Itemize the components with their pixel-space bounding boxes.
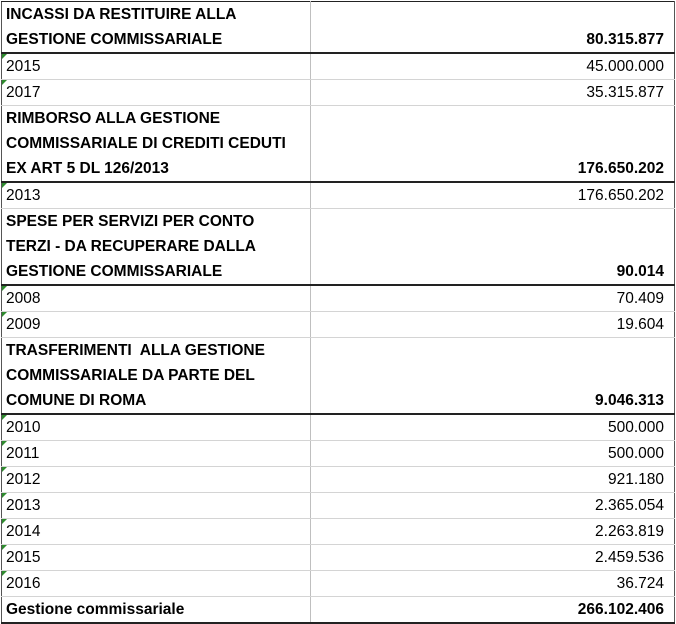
year-cell[interactable] bbox=[2, 312, 311, 338]
year-label: 2009 bbox=[6, 316, 41, 333]
section-total-cell[interactable]: 9.046.313 bbox=[311, 338, 675, 415]
section-title-cell[interactable] bbox=[2, 2, 311, 54]
amount-cell[interactable]: 2.263.819 bbox=[311, 519, 675, 545]
table-row[interactable] bbox=[2, 441, 675, 467]
section-header-row[interactable] bbox=[2, 209, 675, 286]
year-cell[interactable] bbox=[2, 441, 311, 467]
cell-indicator-icon bbox=[2, 312, 7, 317]
amount-cell[interactable]: 70.409 bbox=[311, 285, 675, 312]
table-row[interactable] bbox=[2, 493, 675, 519]
year-label: 2016 bbox=[6, 575, 41, 592]
section-total-cell[interactable]: 90.014 bbox=[311, 209, 675, 286]
year-label: 2012 bbox=[6, 471, 41, 488]
table-row[interactable] bbox=[2, 285, 675, 312]
section-title-cell[interactable] bbox=[2, 338, 311, 415]
grand-total-row[interactable] bbox=[2, 597, 675, 624]
year-cell[interactable] bbox=[2, 414, 311, 441]
year-label: 2011 bbox=[6, 445, 40, 462]
amount-cell[interactable]: 2.365.054 bbox=[311, 493, 675, 519]
amount-cell[interactable]: 921.180 bbox=[311, 467, 675, 493]
year-label: 2013 bbox=[6, 187, 41, 204]
section-title-cell[interactable] bbox=[2, 106, 311, 183]
table-row[interactable] bbox=[2, 519, 675, 545]
table-row[interactable] bbox=[2, 182, 675, 209]
cell-indicator-icon bbox=[2, 183, 7, 188]
cell-indicator-icon bbox=[2, 467, 7, 472]
section-total-cell[interactable]: 80.315.877 bbox=[311, 2, 675, 54]
table-row[interactable] bbox=[2, 467, 675, 493]
section-header-row[interactable] bbox=[2, 106, 675, 183]
section-title: SPESE PER SERVIZI PER CONTO TERZI - DA RECUPERARE DALLA GESTIONE COMMISSARIALE bbox=[6, 213, 256, 280]
amount-cell[interactable]: 500.000 bbox=[311, 441, 675, 467]
amount-cell[interactable]: 36.724 bbox=[311, 571, 675, 597]
year-cell[interactable] bbox=[2, 519, 311, 545]
year-label: 2014 bbox=[6, 523, 41, 540]
year-label: 2008 bbox=[6, 290, 41, 307]
section-header-row[interactable] bbox=[2, 2, 675, 54]
section-header-row[interactable] bbox=[2, 338, 675, 415]
amount-cell[interactable]: 19.604 bbox=[311, 312, 675, 338]
year-label: 2015 bbox=[6, 549, 41, 566]
table-row[interactable] bbox=[2, 53, 675, 80]
grand-total-value[interactable]: 266.102.406 bbox=[311, 597, 675, 624]
section-title: TRASFERIMENTI ALLA GESTIONE COMMISSARIALE DA PARTE DEL COMUNE DI ROMA bbox=[6, 342, 270, 409]
year-label: 2010 bbox=[6, 419, 41, 436]
section-total-cell[interactable]: 176.650.202 bbox=[311, 106, 675, 183]
year-label: 2013 bbox=[6, 497, 41, 514]
year-cell[interactable] bbox=[2, 467, 311, 493]
grand-total-label[interactable]: Gestione commissariale bbox=[2, 597, 311, 624]
cell-indicator-icon bbox=[2, 441, 7, 446]
year-label: 2015 bbox=[6, 58, 41, 75]
amount-cell[interactable]: 176.650.202 bbox=[311, 182, 675, 209]
cell-indicator-icon bbox=[2, 54, 7, 59]
year-cell[interactable] bbox=[2, 545, 311, 571]
cell-indicator-icon bbox=[2, 545, 7, 550]
year-label: 2017 bbox=[6, 84, 41, 101]
year-cell[interactable] bbox=[2, 493, 311, 519]
amount-cell[interactable]: 45.000.000 bbox=[311, 53, 675, 80]
table-row[interactable] bbox=[2, 414, 675, 441]
table-row[interactable] bbox=[2, 312, 675, 338]
table-row[interactable] bbox=[2, 571, 675, 597]
table-row[interactable] bbox=[2, 545, 675, 571]
year-cell[interactable] bbox=[2, 285, 311, 312]
data-table bbox=[1, 1, 675, 624]
section-title: RIMBORSO ALLA GESTIONE COMMISSARIALE DI CREDITI CEDUTI EX ART 5 DL 126/2013 bbox=[6, 110, 286, 177]
year-cell[interactable] bbox=[2, 53, 311, 80]
cell-indicator-icon bbox=[2, 493, 7, 498]
section-title: INCASSI DA RESTITUIRE ALLA GESTIONE COMMISSARIALE bbox=[6, 6, 236, 48]
year-cell[interactable] bbox=[2, 571, 311, 597]
table-row[interactable] bbox=[2, 80, 675, 106]
cell-indicator-icon bbox=[2, 286, 7, 291]
amount-cell[interactable]: 2.459.536 bbox=[311, 545, 675, 571]
year-cell[interactable] bbox=[2, 80, 311, 106]
amount-cell[interactable]: 35.315.877 bbox=[311, 80, 675, 106]
section-title-cell[interactable] bbox=[2, 209, 311, 286]
cell-indicator-icon bbox=[2, 519, 7, 524]
cell-indicator-icon bbox=[2, 415, 7, 420]
amount-cell[interactable]: 500.000 bbox=[311, 414, 675, 441]
year-cell[interactable] bbox=[2, 182, 311, 209]
cell-indicator-icon bbox=[2, 571, 7, 576]
cell-indicator-icon bbox=[2, 80, 7, 85]
